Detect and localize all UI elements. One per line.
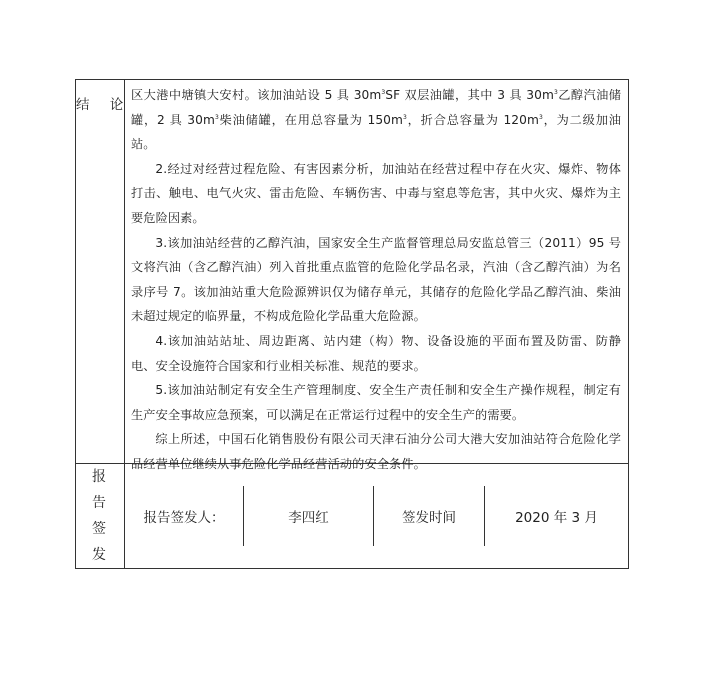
issue-date-label: 签发时间	[373, 486, 484, 546]
paragraph-3: 3.该加油站经营的乙醇汽油，国家安全生产监督管理总局安监总管三（2011）95 号文将汽油（含乙醇汽油）列入首批重点监管的危险化学品名录，汽油（含乙醇汽油）为名录序号 7。该加油站重大危险源辨识仅为储存单元，其储存的危险化学品乙醇汽油、柴油未超过规定的临界量，不构成危险化学品重大危险源。	[131, 235, 621, 324]
report-sheet	[75, 79, 629, 569]
conclusion-label: 结 论	[76, 97, 132, 113]
report-table	[75, 79, 629, 569]
paragraph-2: 2.经过对经营过程危险、有害因素分析，加油站在经营过程中存在火灾、爆炸、物体打击、触电、电气火灾、雷击危险、车辆伤害、中毒与窒息等危害，其中火灾、爆炸为主要危险因素。	[131, 161, 621, 225]
paragraph-5: 5.该加油站制定有安全生产管理制度、安全生产责任制和安全生产操作规程，制定有生产安全事故应急预案，可以满足在正常运行过程中的安全生产的需要。	[131, 383, 621, 422]
signer-name: 李四红	[243, 486, 373, 546]
signoff-label-cell	[76, 464, 125, 569]
signoff-label: 报告 签发	[92, 469, 118, 563]
conclusion-body	[125, 80, 628, 471]
paragraph-summary: 综上所述，中国石化销售股份有限公司天津石油分公司大港大安加油站符合危险化学品经营单位继续从事危险化学品经营活动的安全条件。	[131, 432, 621, 471]
signoff-row	[76, 464, 629, 569]
conclusion-label-cell	[76, 80, 132, 464]
conclusion-row	[76, 80, 629, 464]
signer-label: 报告签发人：	[143, 510, 225, 526]
paragraph-4: 4.该加油站站址、周边距离、站内建（构）物、设备设施的平面布置及防雷、防静电、安全设施符合国家和行业相关标准、规范的要求。	[131, 333, 621, 373]
paragraph-1: 区大港中塘镇大安村。该加油站设 5 具 $30m^3SF$ 双层油罐，其中 3 具 $30m^3$乙醇汽油储罐，2 具 $30m^3$柴油储罐，在用总容量为 $150m^3$，折合总容量为 $120m^3$，为二级加油站。	[131, 88, 621, 152]
issue-date-value: 2020 年 3 月	[484, 486, 628, 546]
conclusion-body-cell	[125, 80, 629, 471]
signoff-body-cell	[125, 464, 629, 569]
